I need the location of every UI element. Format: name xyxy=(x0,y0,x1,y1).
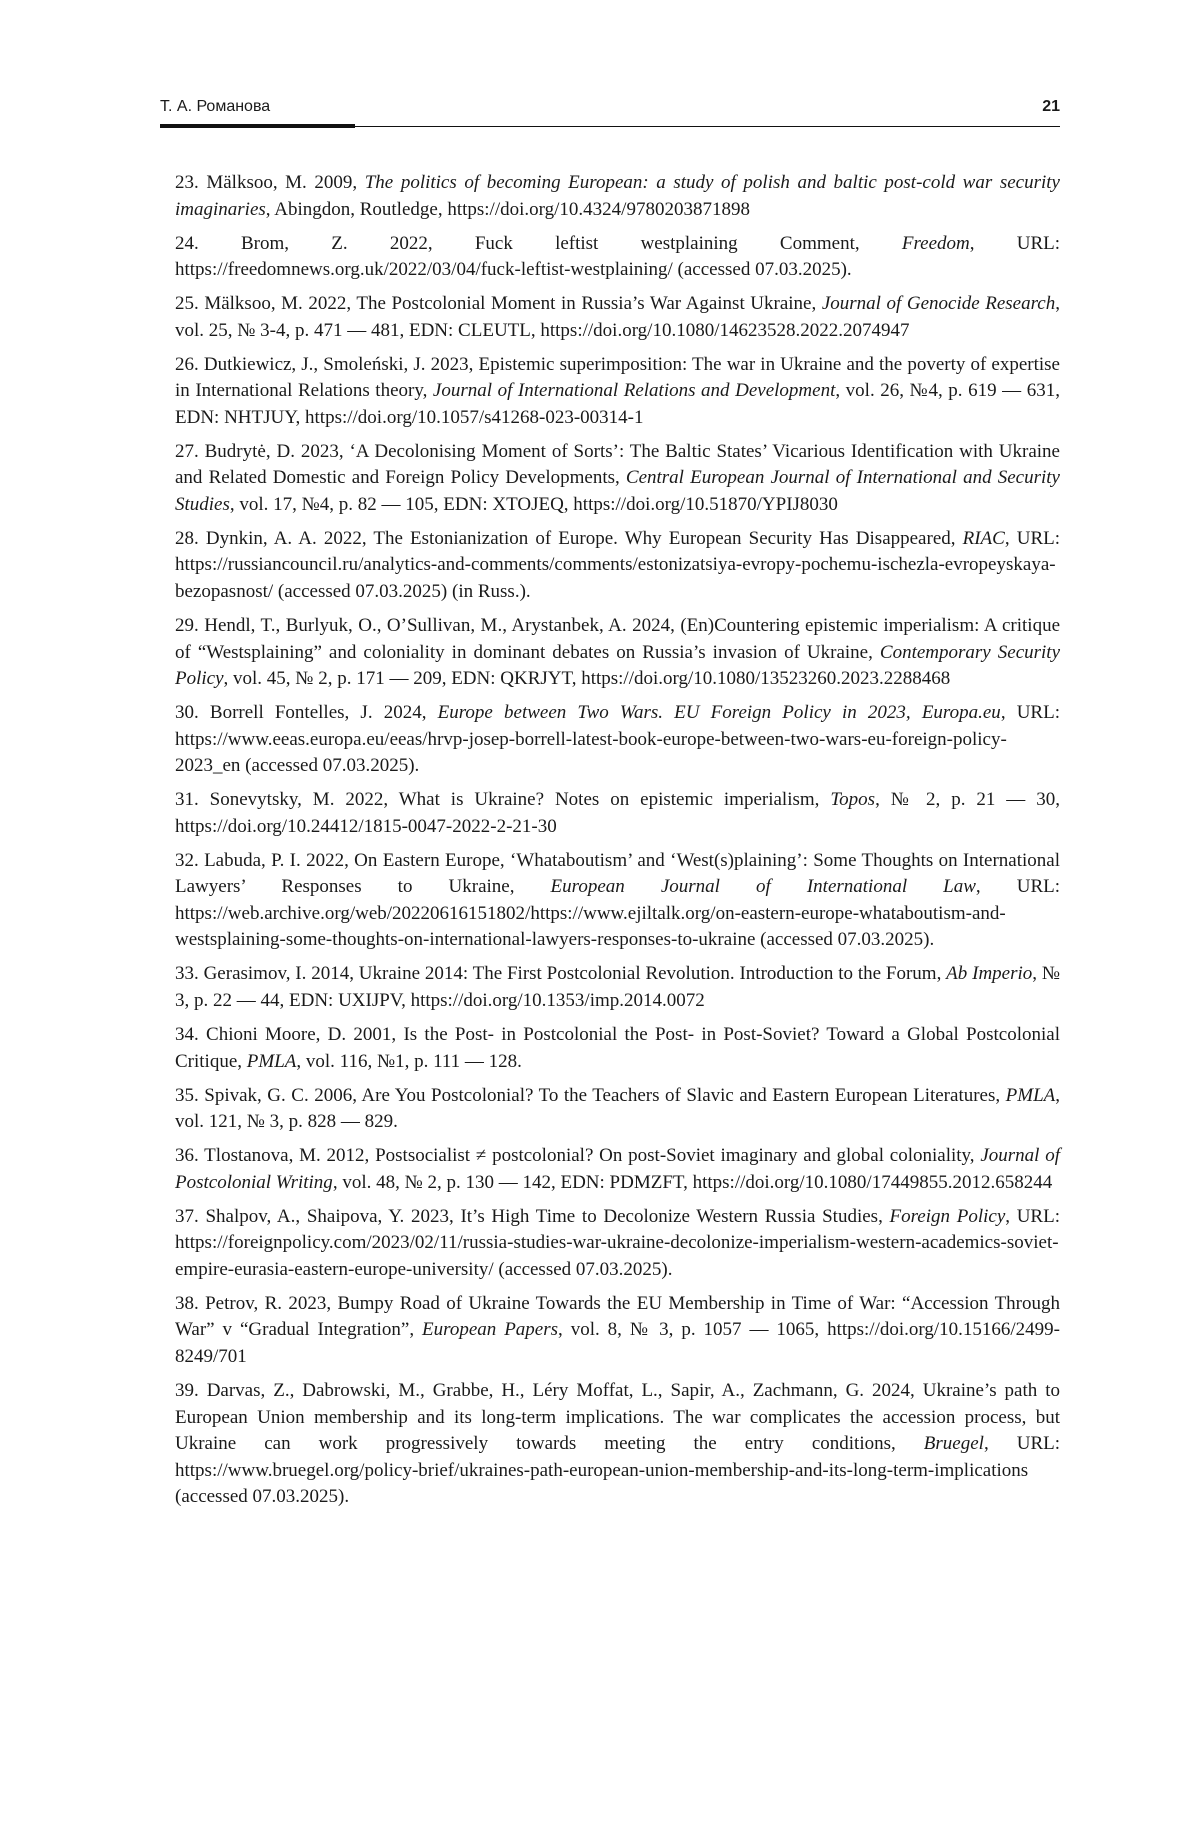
reference-text: 29. Hendl, T., Burlyuk, O., O’Sullivan, M., Arystanbek, A. 2024, (En)Countering epistemic imperialism: A critique of “Westsplaining” and coloniality in dominant debates on Russia’s invasion of Ukraine, xyxy=(175,615,1060,663)
reference-text: , URL: https://foreignpolicy.com/2023/02/11/russia-studies-war-ukraine-decolonize-imperialism-western-academics-soviet-empire-eurasia-eastern-europe-university/ (accessed 07.03.2025). xyxy=(175,1206,1060,1280)
reference-item xyxy=(175,613,1060,693)
reference-text: , vol. 121, № 3, p. 828 — 829. xyxy=(175,1085,1060,1133)
reference-item xyxy=(175,961,1060,1014)
reference-source-title: Bruegel xyxy=(924,1433,984,1454)
reference-text: , vol. 17, №4, p. 82 — 105, EDN: XTOJEQ, https://doi.org/10.51870/YPIJ8030 xyxy=(230,494,838,515)
reference-item xyxy=(175,439,1060,519)
reference-text: 23. Mälksoo, M. 2009, xyxy=(175,172,365,193)
reference-item xyxy=(175,231,1060,284)
reference-source-title: Central European Journal of International and Security Studies xyxy=(175,467,1060,515)
reference-text: 28. Dynkin, A. A. 2022, The Estonianization of Europe. Why European Security Has Disappeared, xyxy=(175,528,963,549)
reference-text: , vol. 116, №1, p. 111 — 128. xyxy=(296,1051,522,1072)
reference-text: , № 3, p. 22 — 44, EDN: UXIJPV, https://doi.org/10.1353/imp.2014.0072 xyxy=(175,963,1060,1011)
reference-text: , № 2, p. 21 — 30, https://doi.org/10.24412/1815-0047-2022-2-21-30 xyxy=(175,789,1060,837)
reference-text: , vol. 45, № 2, p. 171 — 209, EDN: QKRJYT, https://doi.org/10.1080/13523260.2023.2288468 xyxy=(224,668,951,689)
reference-text: , URL: https://russiancouncil.ru/analytics-and-comments/comments/estonizatsiya-evropy-pochemu-ischezla-evropeyskaya-bezopasnost/ (accessed 07.03.2025) (in Russ.). xyxy=(175,528,1060,602)
reference-text: 35. Spivak, G. C. 2006, Are You Postcolonial? To the Teachers of Slavic and Eastern European Literatures, xyxy=(175,1085,1006,1106)
reference-text: 38. Petrov, R. 2023, Bumpy Road of Ukraine Towards the EU Membership in Time of War: “Accession Through War” v “Gradual Integration”, xyxy=(175,1293,1060,1341)
running-head xyxy=(160,98,1060,120)
reference-text: 36. Tlostanova, M. 2012, Postsocialist ≠ postcolonial? On post-Soviet imaginary and global coloniality, xyxy=(175,1145,980,1166)
reference-source-title: RIAC xyxy=(963,528,1005,549)
reference-text: , vol. 26, №4, p. 619 — 631, EDN: NHTJUY, https://doi.org/10.1057/s41268-023-00314-1 xyxy=(175,380,1060,428)
reference-text: 27. Budrytė, D. 2023, ‘A Decolonising Moment of Sorts’: The Baltic States’ Vicarious Identification with Ukraine and Related Domestic and Foreign Policy Developments, xyxy=(175,441,1060,489)
reference-item xyxy=(175,1022,1060,1075)
reference-source-title: Ab Imperio xyxy=(946,963,1032,984)
reference-source-title: Journal of International Relations and Development xyxy=(433,380,835,401)
page-number: 21 xyxy=(1042,98,1060,116)
reference-source-title: Freedom xyxy=(902,233,970,254)
reference-source-title: Contemporary Security Policy xyxy=(175,642,1060,690)
reference-text: , URL: https://www.eeas.europa.eu/eeas/hrvp-josep-borrell-latest-book-europe-between-two-wars-eu-foreign-policy-2023_en (accessed 07.03.2025). xyxy=(175,702,1060,776)
reference-text: , URL: https://freedomnews.org.uk/2022/03/04/fuck-leftist-westplaining/ (accessed 07.03.2025). xyxy=(175,233,1060,281)
page xyxy=(0,0,1200,1835)
reference-text: , vol. 48, № 2, p. 130 — 142, EDN: PDMZFT, https://doi.org/10.1080/17449855.2012.658244 xyxy=(333,1172,1052,1193)
reference-source-title: Journal of Postcolonial Writing xyxy=(175,1145,1060,1193)
reference-text: , URL: https://web.archive.org/web/20220616151802/https://www.ejiltalk.org/on-eastern-europe-whataboutism-and-westsplaining-some-thoughts-on-international-lawyers-responses-to-ukraine (accessed 07.03.2025). xyxy=(175,876,1060,950)
reference-text: 37. Shalpov, A., Shaipova, Y. 2023, It’s High Time to Decolonize Western Russia Studies, xyxy=(175,1206,890,1227)
reference-source-title: The politics of becoming European: a study of polish and baltic post-cold war security imaginaries xyxy=(175,172,1060,220)
reference-item xyxy=(175,291,1060,344)
reference-list xyxy=(175,170,1060,1518)
reference-source-title: Europe between Two Wars. EU Foreign Policy in 2023, Europa.eu xyxy=(438,702,1001,723)
reference-text: , vol. 8, № 3, p. 1057 — 1065, https://doi.org/10.15166/2499-8249/701 xyxy=(175,1319,1060,1367)
reference-text: 32. Labuda, P. I. 2022, On Eastern Europe, ‘Whataboutism’ and ‘West(s)plaining’: Some Thoughts on International Lawyers’ Responses to Ukraine, xyxy=(175,850,1060,898)
reference-source-title: Foreign Policy xyxy=(890,1206,1006,1227)
reference-source-title: Topos xyxy=(830,789,875,810)
reference-text: 26. Dutkiewicz, J., Smoleński, J. 2023, Epistemic superimposition: The war in Ukraine and the poverty of expertise in International Relations theory, xyxy=(175,354,1060,402)
reference-item xyxy=(175,1378,1060,1511)
reference-item xyxy=(175,1143,1060,1196)
reference-text: , Abingdon, Routledge, https://doi.org/10.4324/9780203871898 xyxy=(266,199,750,220)
reference-item xyxy=(175,352,1060,432)
header-rule-thin xyxy=(160,126,1060,127)
reference-item xyxy=(175,1083,1060,1136)
reference-item xyxy=(175,700,1060,780)
reference-text: , URL: https://www.bruegel.org/policy-brief/ukraines-path-european-union-membership-and-its-long-term-implications (accessed 07.03.2025). xyxy=(175,1433,1060,1507)
running-head-author: Т. А. Романова xyxy=(160,98,270,116)
reference-item xyxy=(175,848,1060,954)
reference-source-title: European Journal of International Law xyxy=(551,876,976,897)
reference-source-title: Journal of Genocide Research xyxy=(822,293,1055,314)
reference-text: 33. Gerasimov, I. 2014, Ukraine 2014: The First Postcolonial Revolution. Introduction to the Forum, xyxy=(175,963,946,984)
reference-item xyxy=(175,526,1060,606)
reference-text: , vol. 25, № 3-4, p. 471 — 481, EDN: CLEUTL, https://doi.org/10.1080/14623528.2022.2074947 xyxy=(175,293,1060,341)
reference-source-title: European Papers xyxy=(422,1319,558,1340)
reference-text: 39. Darvas, Z., Dabrowski, M., Grabbe, H., Léry Moffat, L., Sapir, A., Zachmann, G. 2024, Ukraine’s path to European Union membership and its long-term implications. The war complicates the accession process, but Ukraine can work progressively towards meeting the entry conditions, xyxy=(175,1380,1060,1454)
reference-item xyxy=(175,1204,1060,1284)
reference-text: 31. Sonevytsky, M. 2022, What is Ukraine? Notes on epistemic imperialism, xyxy=(175,789,830,810)
reference-source-title: PMLA xyxy=(247,1051,297,1072)
reference-item xyxy=(175,1291,1060,1371)
reference-item xyxy=(175,787,1060,840)
reference-text: 30. Borrell Fontelles, J. 2024, xyxy=(175,702,438,723)
reference-text: 34. Chioni Moore, D. 2001, Is the Post- in Postcolonial the Post- in Post-Soviet? Toward a Global Postcolonial Critique, xyxy=(175,1024,1060,1072)
reference-item xyxy=(175,170,1060,223)
reference-source-title: PMLA xyxy=(1006,1085,1056,1106)
reference-text: 25. Mälksoo, M. 2022, The Postcolonial Moment in Russia’s War Against Ukraine, xyxy=(175,293,822,314)
reference-text: 24. Brom, Z. 2022, Fuck leftist westplaining Comment, xyxy=(175,233,902,254)
